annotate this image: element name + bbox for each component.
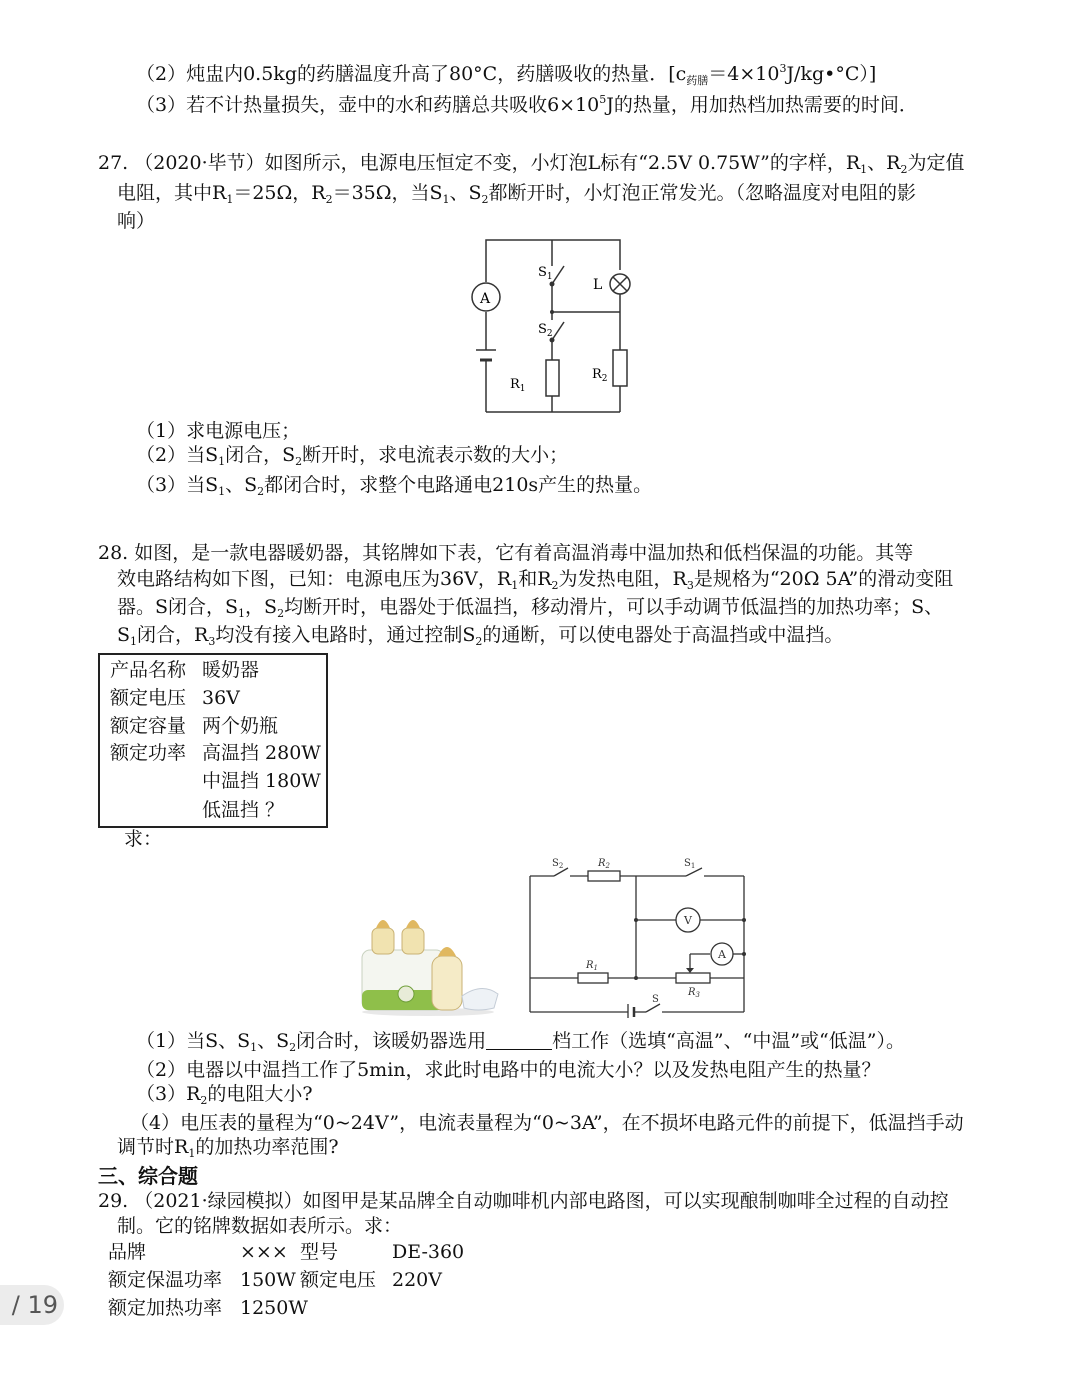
- q28-s-label: S: [652, 994, 659, 1005]
- q27-r2-label: $R_2$: [592, 367, 608, 384]
- q29-line1: 29. （2021·绿园模拟）如图甲是某品牌全自动咖啡机内部电路图，可以实现酿制咖啡全过程的自动控: [98, 1190, 949, 1212]
- q28-switch-s: [646, 1004, 660, 1012]
- bottle-cap: [462, 988, 498, 1010]
- q28-node-4: [742, 952, 746, 956]
- bottle-right: [402, 928, 424, 954]
- q27-line2: 电阻，其中$R_1=25\Omega$，$R_2=35\Omega$，当$S_1$、$S_2$都断开时，小灯泡正常发光。（忽略温度对电阻的影: [117, 182, 917, 206]
- q28-line4: $S_1$闭合，$R_3$均没有接入电路时，通过控制$S_2$的通断，可以使电器处于高温挡或中温挡。: [117, 624, 844, 648]
- q27-resistor-r1: [546, 360, 559, 396]
- q28-s2-label: $S_2$: [552, 858, 564, 870]
- q27-circuit-diagram: [466, 232, 636, 422]
- q27-switch-s1: [552, 266, 564, 284]
- q28-nameplate-table: [98, 653, 328, 828]
- q28-qiu: 求：: [124, 828, 163, 850]
- table-row: 额定容量 两个奶瓶: [110, 715, 279, 737]
- q27-node-s1: [550, 282, 555, 287]
- q28-resistor-r2: [588, 871, 620, 881]
- q27-switch-s2: [552, 322, 564, 340]
- q28-sub2: （2）电器以中温挡工作了5min，求此时电路中的电流大小？以及发热电阻产生的热量？: [136, 1059, 881, 1081]
- q28-sub3: $(3)R_2$的电阻大小?: [136, 1083, 313, 1107]
- q28-resistor-r1: [578, 973, 608, 983]
- q28-r1-label: $R_1$: [586, 960, 598, 972]
- q27-wire-left: [486, 240, 620, 282]
- table-row: 产品名称 暖奶器: [110, 659, 260, 681]
- q28-voltmeter-label: V: [684, 914, 692, 927]
- q28-circuit-diagram: [526, 854, 750, 1018]
- q28-r2-label: $R_2$: [598, 858, 610, 870]
- q26-part3: （3）若不计热量损失，壶中的水和药膳总共吸收$6\times 10^5J$的热量，用加热档加热需要的时间．: [136, 93, 918, 116]
- q28-node-3: [634, 976, 638, 980]
- q28-r3-label: $R_3$: [688, 987, 700, 999]
- bottle-right-nipple: [406, 920, 420, 928]
- q27-lamp-label: L: [593, 277, 603, 293]
- answer-blank[interactable]: [486, 1031, 552, 1050]
- q28-line2: 效电路结构如下图，已知：电源电压为36V，$R_1$和$R_2$为发热电阻，$R_3$是规格为“20Ω 5A”的滑动变阻: [117, 568, 954, 592]
- table-row: 中温挡 180W: [202, 770, 321, 792]
- q28-node-1: [634, 918, 638, 922]
- bottle-left: [372, 928, 394, 954]
- q28-rheostat-r3: [676, 973, 710, 983]
- q27-resistor-r2: [613, 350, 627, 386]
- q27-line1: 27. （2020·毕节）如图所示，电源电压恒定不变，小灯泡L标有“2.5V 0.75W”的字样，$R_1$、$R_2$为定值: [98, 152, 965, 176]
- q27-s2-label: $S_2$: [538, 322, 553, 339]
- table-row: 额定电压 36V: [110, 687, 240, 709]
- q29-row2: 额定保温功率 150W 额定电压 220V: [108, 1269, 442, 1291]
- q27-sub1: （1）求电源电压；: [136, 420, 301, 442]
- page-indicator[interactable]: / 19: [0, 1285, 64, 1325]
- q27-r1-label: $R_1$: [510, 377, 526, 394]
- q28-ammeter-label: A: [718, 948, 726, 961]
- section-title: 三、综合题: [98, 1164, 198, 1188]
- q28-line3: 器。S闭合，$S_1$，$S_2$均断开时，电器处于低温挡，移动滑片，可以手动调节低温挡的加热功率；S、: [117, 596, 944, 620]
- q27-node-mid: [550, 310, 554, 314]
- table-row: 低温挡 ？: [202, 799, 285, 821]
- q29-row1: 品牌 ××× 型号 DE-360: [108, 1241, 465, 1263]
- q27-s1-label: $S_1$: [538, 265, 553, 282]
- warmer-dial: [398, 986, 414, 1002]
- q29-row3: 额定加热功率 1250W: [108, 1297, 308, 1319]
- q28-sub1: （1）当S、$S_1$、$S_2$闭合时，该暖奶器选用 档工作（选填“高温”、“中温”或“低温”）。: [136, 1030, 905, 1054]
- bottle-warmer-image: [358, 912, 508, 1016]
- q28-s1-label: $S_1$: [684, 858, 696, 870]
- q28-line1: 28. 如图，是一款电器暖奶器，其铭牌如下表，它有着高温消毒中温加热和低档保温的功能。其等: [98, 542, 914, 564]
- table-row: 额定功率 高温挡 280W: [110, 742, 321, 764]
- q27-sub2: （2）当$S_1$闭合，$S_2$断开时，求电流表示数的大小；: [136, 444, 569, 468]
- q28-slider-arrow: [686, 968, 694, 973]
- q28-node-2: [742, 918, 746, 922]
- q26-part2: （2）炖盅内0.5kg的药膳温度升高了80°C，药膳吸收的热量．$[c_{药膳}=4\times 10^3J/kg•^\circ C)$]: [136, 62, 877, 87]
- q27-sub3: （3）当$S_1$、$S_2$都闭合时，求整个电路通电210s产生的热量。: [136, 474, 653, 498]
- bottle-left-nipple: [376, 920, 390, 928]
- q29-line2: 制。它的铭牌数据如表所示。求：: [117, 1215, 403, 1237]
- bottle-standalone: [432, 956, 462, 1010]
- bottle-standalone-nipple: [438, 947, 456, 956]
- q27-line3: 响）: [117, 210, 156, 232]
- q28-sub4: （4）电压表的量程为“0~24V”，电流表量程为“0~3A”，在不损坏电路元件的前提下，低温挡手动: [130, 1112, 964, 1134]
- q27-ammeter-label: A: [480, 291, 491, 307]
- q28-sub4-cont: 调节时$R_1$的加热功率范围?: [117, 1136, 339, 1160]
